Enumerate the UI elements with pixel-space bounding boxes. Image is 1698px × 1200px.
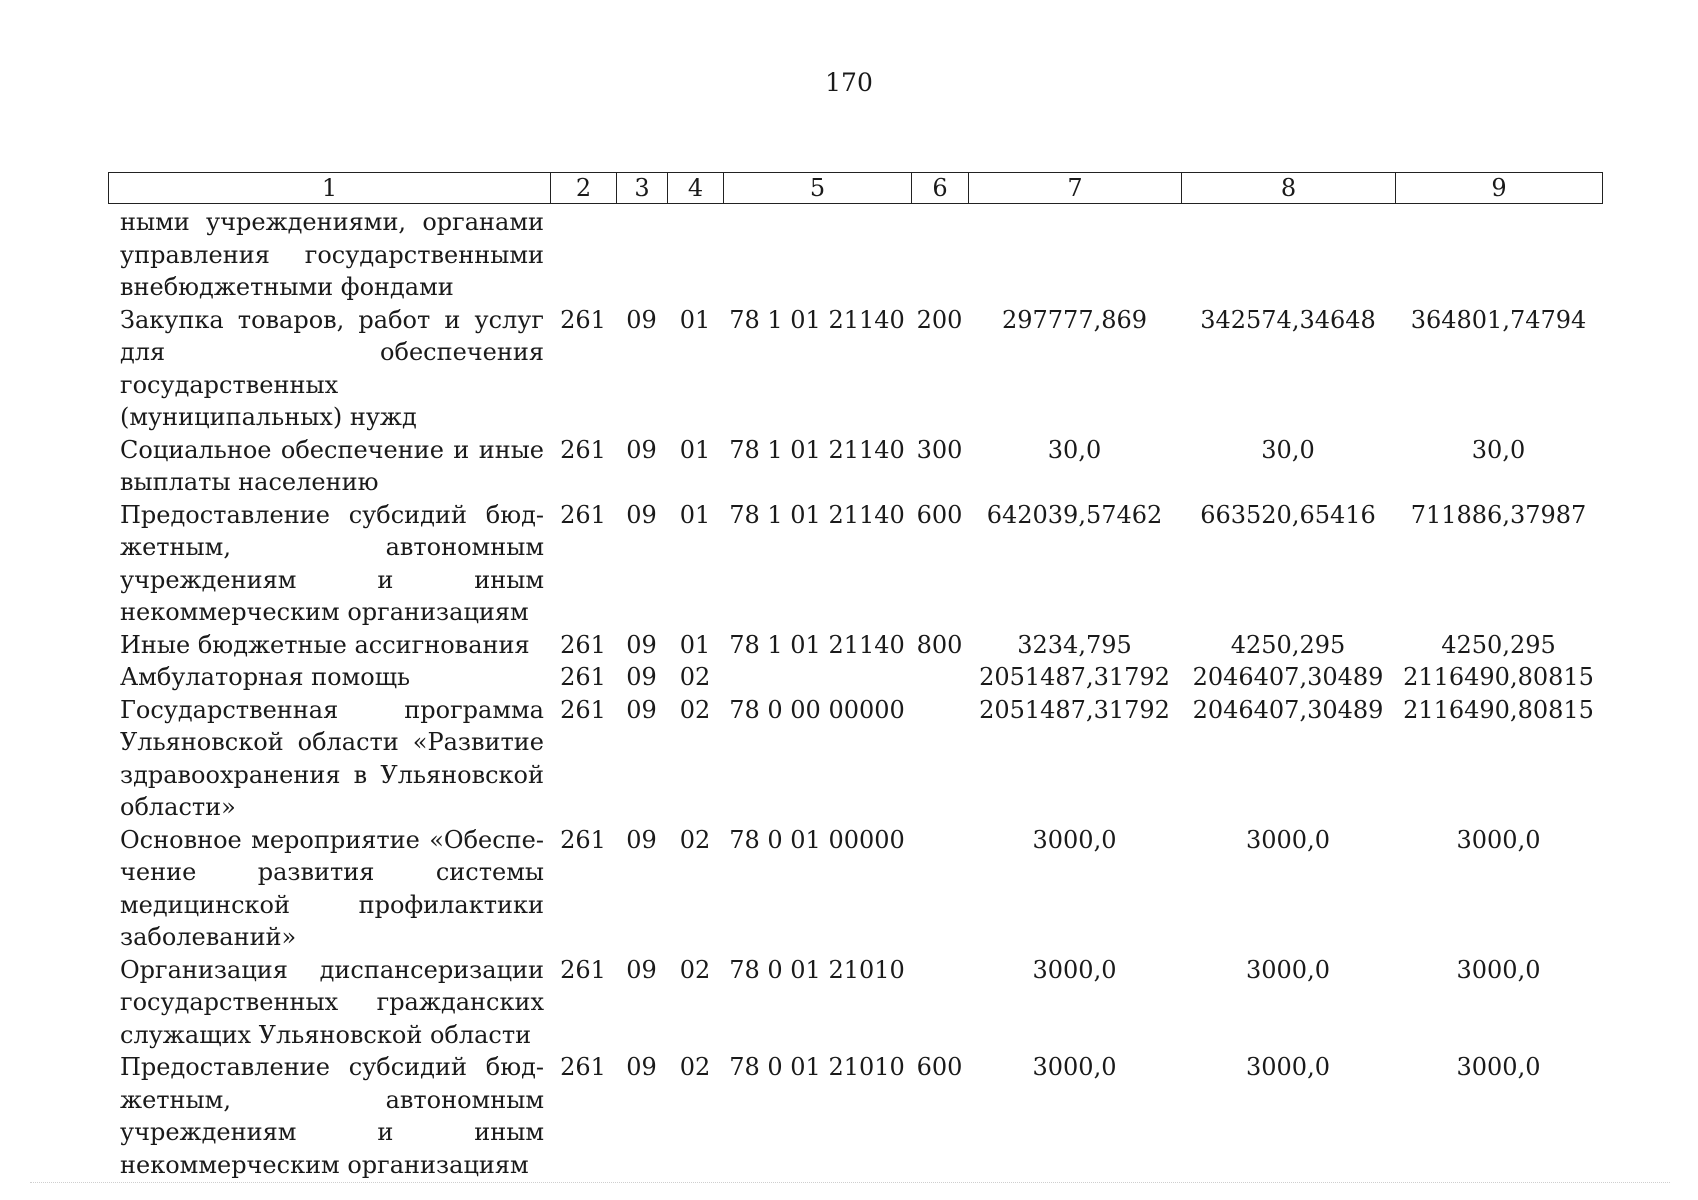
header-col-3: 3 xyxy=(617,173,668,204)
row-cell-c4: 01 xyxy=(679,630,711,659)
row-cell-c9: 364801,74794 xyxy=(1410,305,1587,334)
row-cell-c9: 2116490,80815 xyxy=(1403,663,1594,691)
table-row xyxy=(108,499,1602,629)
row-cell-c3: 09 xyxy=(626,435,657,464)
header-col-9: 9 xyxy=(1396,173,1603,204)
row-cell-c3: 09 xyxy=(626,825,657,854)
row-cell-c9: 3000,0 xyxy=(1456,1053,1541,1081)
header-col-5: 5 xyxy=(724,173,912,204)
row-cell-c7: 3000,0 xyxy=(1032,955,1117,984)
table-row xyxy=(108,954,1602,1052)
row-cell-c7: 2051487,31792 xyxy=(979,663,1170,691)
row-cell-c4: 02 xyxy=(679,663,711,691)
header-col-7: 7 xyxy=(969,173,1182,204)
row-cell-c5: 78 0 01 21010 xyxy=(729,955,905,984)
row-cell-c4: 01 xyxy=(679,435,711,464)
row-cell-c7: 3000,0 xyxy=(1032,1053,1117,1081)
row-cell-c2: 261 xyxy=(560,630,606,659)
row-cell-c2: 261 xyxy=(560,305,606,334)
row-cell-c2: 261 xyxy=(560,663,606,691)
row-cell-c8: 3000,0 xyxy=(1246,825,1330,854)
page-number: 170 xyxy=(825,68,873,97)
row-cell-c8: 4250,295 xyxy=(1230,630,1346,659)
row-cell-c3: 09 xyxy=(626,695,657,724)
row-cell-c4: 02 xyxy=(679,1053,711,1081)
header-col-6: 6 xyxy=(912,173,969,204)
row-cell-c6: 600 xyxy=(916,500,963,529)
header-col-1: 1 xyxy=(109,173,551,204)
row-cell-c8: 3000,0 xyxy=(1246,1053,1330,1081)
row-cell-c4: 02 xyxy=(679,825,711,854)
header-col-8: 8 xyxy=(1182,173,1396,204)
row-cell-c3: 09 xyxy=(626,500,657,529)
row-cell-c6: 300 xyxy=(916,435,963,464)
table-row xyxy=(108,1051,1602,1181)
row-cell-c7: 3000,0 xyxy=(1032,825,1117,854)
column-number-header xyxy=(108,172,1603,204)
row-cell-c5: 78 0 01 00000 xyxy=(729,825,905,854)
row-cell-c7: 642039,57462 xyxy=(986,500,1163,529)
row-cell-c7: 2051487,31792 xyxy=(979,695,1170,724)
row-cell-c2: 261 xyxy=(560,435,606,464)
row-description: ными учреждениями, органами управления государственными внебюджетными фондами xyxy=(120,208,544,301)
row-cell-c3: 09 xyxy=(626,630,657,659)
row-cell-c6: 800 xyxy=(916,630,963,659)
row-cell-c6: 200 xyxy=(916,305,963,334)
row-description: Предоставление субсидий бюджетным, автономным учреждениям и иным некоммерческим организациям xyxy=(120,500,544,626)
scan-edge-artifact xyxy=(30,1182,1670,1184)
row-cell-c3: 09 xyxy=(626,1053,657,1081)
row-cell-c5: 78 1 01 21140 xyxy=(729,435,905,464)
row-cell-c2: 261 xyxy=(560,695,606,724)
row-cell-c4: 02 xyxy=(679,695,711,724)
row-cell-c2: 261 xyxy=(560,825,606,854)
row-cell-c8: 342574,34648 xyxy=(1200,305,1376,334)
row-cell-c7: 30,0 xyxy=(1047,435,1102,464)
table-row xyxy=(108,206,1602,304)
table-row xyxy=(108,824,1602,954)
row-description: Закупка товаров, работ и услуг для обеспечения государственных (муниципальных) нужд xyxy=(120,305,544,431)
row-cell-c9: 2116490,80815 xyxy=(1403,695,1594,724)
row-cell-c2: 261 xyxy=(560,500,606,529)
row-cell-c4: 02 xyxy=(679,955,711,984)
row-cell-c8: 2046407,30489 xyxy=(1192,695,1384,724)
row-cell-c5: 78 0 01 21010 xyxy=(729,1053,905,1081)
table-row xyxy=(108,629,1602,662)
header-col-2: 2 xyxy=(551,173,617,204)
row-description: Организация диспансеризации государственных гражданских служащих Ульяновской области xyxy=(120,955,544,1049)
row-cell-c4: 01 xyxy=(679,500,711,529)
row-cell-c2: 261 xyxy=(560,1053,606,1081)
row-cell-c4: 01 xyxy=(679,305,711,334)
row-cell-c3: 09 xyxy=(626,305,657,334)
budget-table-body xyxy=(108,206,1602,1181)
row-cell-c5: 78 1 01 21140 xyxy=(729,500,905,529)
row-cell-c9: 3000,0 xyxy=(1456,955,1541,984)
row-description: Предоставление субсидий бюджетным, автономным учреждениям и иным некоммерческим организациям xyxy=(120,1053,544,1179)
row-cell-c9: 711886,37987 xyxy=(1410,500,1587,529)
row-cell-c8: 663520,65416 xyxy=(1200,500,1376,529)
row-cell-c2: 261 xyxy=(560,955,606,984)
row-description: Государственная программа Ульяновской области «Развитие здравоохранения в Ульяновской области» xyxy=(120,695,544,821)
row-cell-c9: 4250,295 xyxy=(1441,630,1556,659)
row-cell-c6: 600 xyxy=(916,1053,963,1081)
row-cell-c7: 3234,795 xyxy=(1017,630,1132,659)
row-cell-c8: 2046407,30489 xyxy=(1192,663,1384,691)
table-row xyxy=(108,434,1602,499)
table-row xyxy=(108,304,1602,434)
row-cell-c8: 30,0 xyxy=(1261,435,1315,464)
table-row xyxy=(108,661,1602,694)
row-description: Социальное обеспечение и иные выплаты населению xyxy=(120,435,544,496)
row-cell-c7: 297777,869 xyxy=(1001,305,1148,334)
row-description: Основное мероприятие «Обеспечение развития системы медицинской профилактики заболеваний» xyxy=(120,825,544,951)
row-cell-c9: 3000,0 xyxy=(1456,825,1541,854)
row-cell-c3: 09 xyxy=(626,955,657,984)
header-col-4: 4 xyxy=(668,173,724,204)
row-cell-c5: 78 1 01 21140 xyxy=(729,630,905,659)
row-cell-c5: 78 1 01 21140 xyxy=(729,305,905,334)
row-description: Амбулаторная помощь xyxy=(120,663,411,691)
row-cell-c3: 09 xyxy=(626,663,657,691)
row-description: Иные бюджетные ассигнования xyxy=(120,630,530,659)
row-cell-c8: 3000,0 xyxy=(1246,955,1330,984)
table-row xyxy=(108,694,1602,824)
row-cell-c9: 30,0 xyxy=(1471,435,1526,464)
row-cell-c5: 78 0 00 00000 xyxy=(729,695,905,724)
